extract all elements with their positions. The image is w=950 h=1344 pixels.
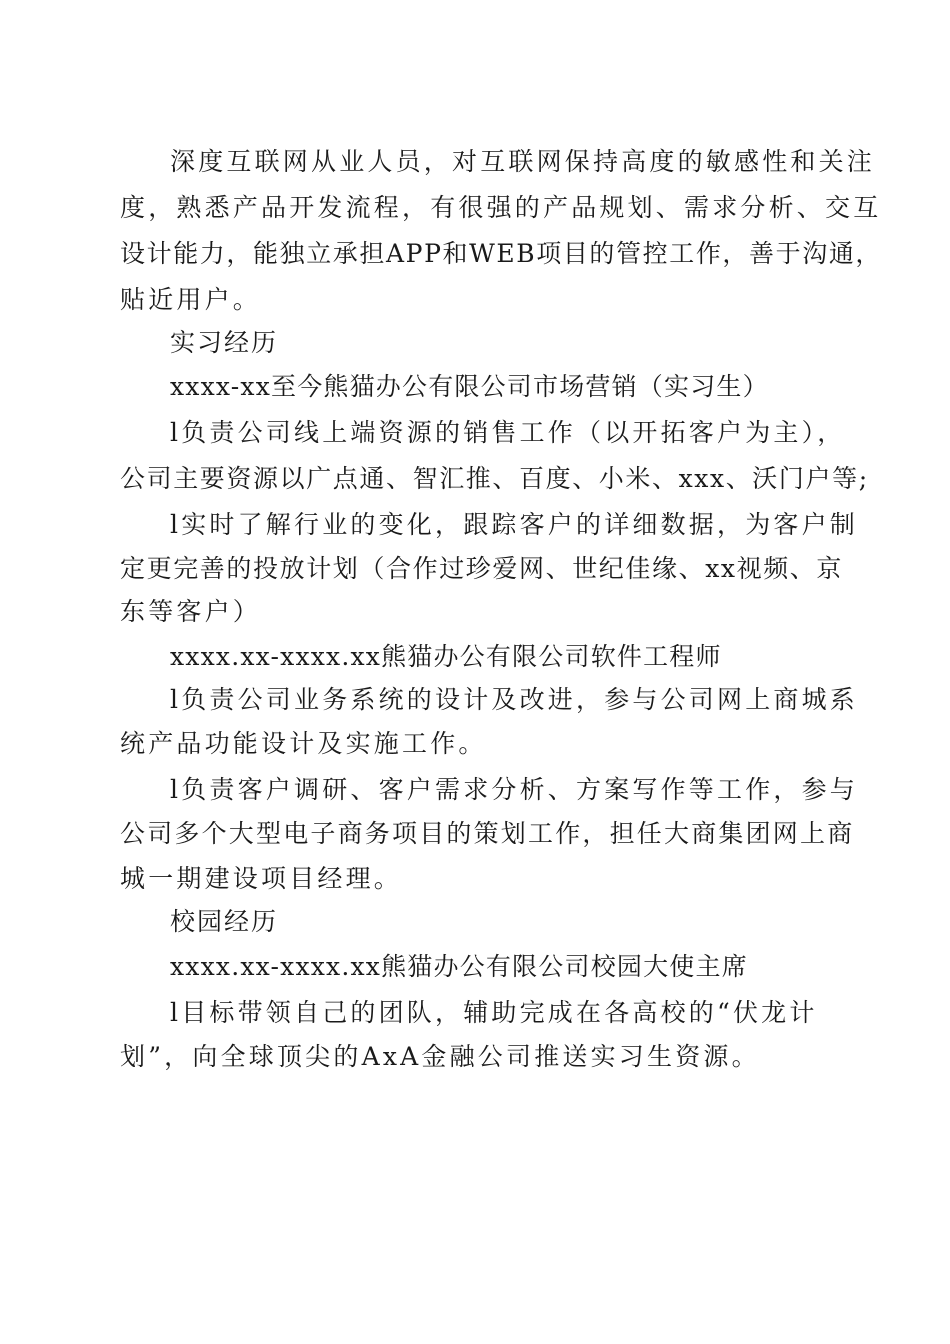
internship-duty-4-line-1: l负责客户调研、客户需求分析、方案写作等工作，参与 bbox=[170, 775, 858, 804]
internship-entry-2: xxxx.xx-xxxx.xx熊猫办公有限公司软件工程师 bbox=[170, 642, 722, 671]
internship-duty-1-line-1: l负责公司线上端资源的销售工作（以开拓客户为主）， bbox=[170, 418, 846, 447]
internship-duty-2-line-3: 东等客户） bbox=[120, 597, 262, 626]
summary-line-3: 设计能力，能独立承担APP和WEB项目的管控工作，善于沟通， bbox=[120, 239, 883, 268]
summary-line-2: 度，熟悉产品开发流程，有很强的产品规划、需求分析、交互 bbox=[120, 193, 882, 222]
campus-entry-1: xxxx.xx-xxxx.xx熊猫办公有限公司校园大使主席 bbox=[170, 952, 748, 981]
internship-duty-2-line-2: 定更完善的投放计划（合作过珍爱网、世纪佳缘、xx视频、京 bbox=[120, 554, 844, 583]
campus-duty-1-line-2: 划”，向全球顶尖的AxA金融公司推送实习生资源。 bbox=[120, 1042, 760, 1071]
summary-line-1: 深度互联网从业人员，对互联网保持高度的敏感性和关注 bbox=[170, 147, 876, 176]
internship-duty-1-line-2: 公司主要资源以广点通、智汇推、百度、小米、xxx、沃门户等; bbox=[120, 464, 869, 493]
internship-heading: 实习经历 bbox=[170, 328, 279, 357]
internship-duty-2-line-1: l实时了解行业的变化，跟踪客户的详细数据，为客户制 bbox=[170, 510, 858, 539]
internship-entry-1: xxxx-xx至今熊猫办公有限公司市场营销（实习生） bbox=[170, 372, 769, 401]
summary-line-4: 贴近用户。 bbox=[120, 285, 262, 314]
internship-duty-4-line-2: 公司多个大型电子商务项目的策划工作，担任大商集团网上商 bbox=[120, 819, 855, 848]
internship-duty-3-line-2: 统产品功能设计及实施工作。 bbox=[120, 729, 487, 758]
internship-duty-3-line-1: l负责公司业务系统的设计及改进，参与公司网上商城系 bbox=[170, 685, 858, 714]
campus-duty-1-line-1: l目标带领自己的团队，辅助完成在各高校的“伏龙计 bbox=[170, 998, 818, 1027]
campus-heading: 校园经历 bbox=[170, 907, 279, 936]
internship-duty-4-line-3: 城一期建设项目经理。 bbox=[120, 864, 403, 893]
